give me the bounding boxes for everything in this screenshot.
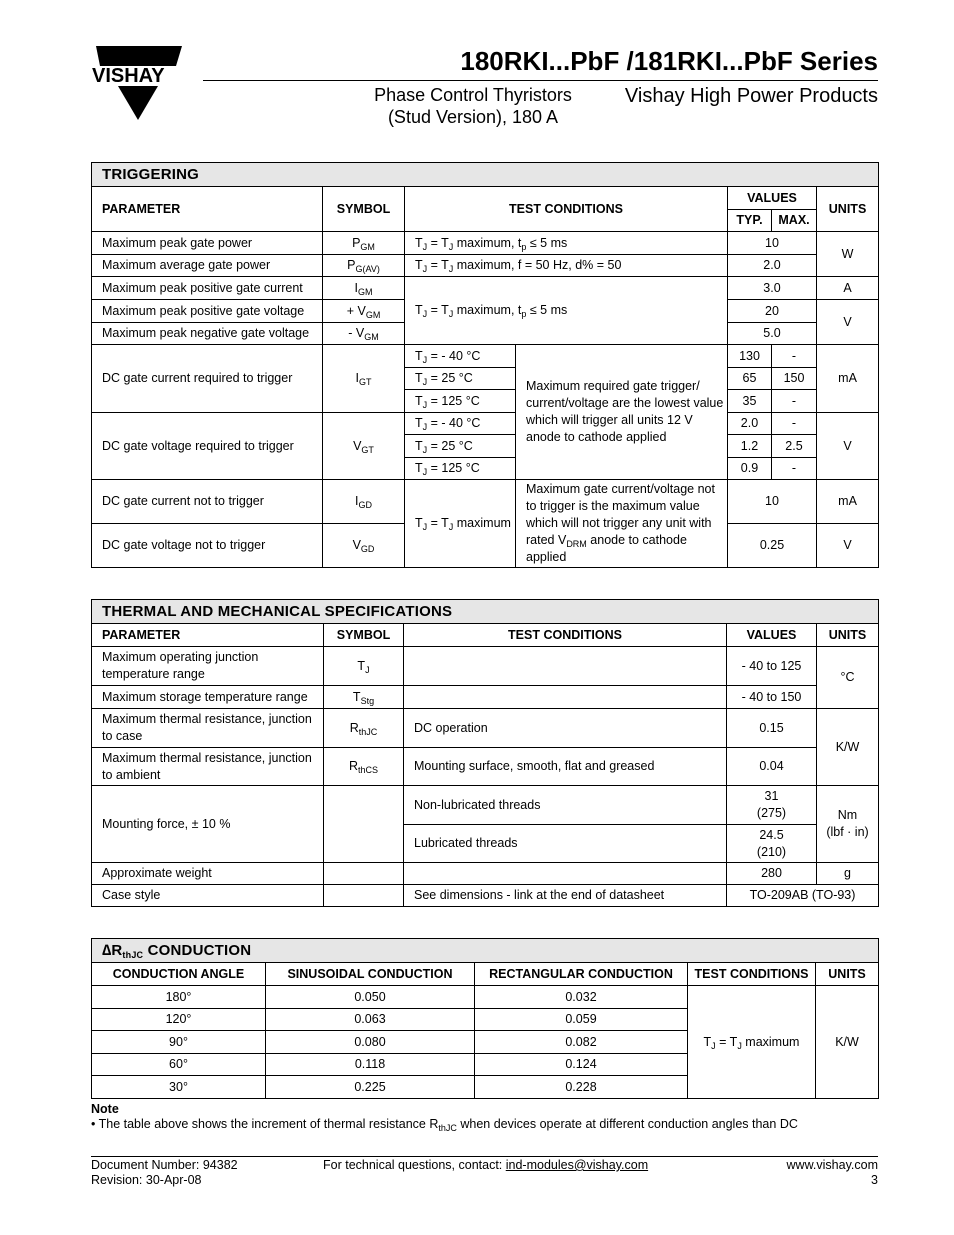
symbol-cell: $T_J$ bbox=[324, 647, 404, 686]
triggering-title: TRIGGERING bbox=[92, 163, 879, 187]
parameter-cell: Mounting force, ± 10 % bbox=[92, 786, 324, 863]
unit-cell: mA bbox=[817, 345, 879, 413]
table-row bbox=[92, 863, 879, 885]
value-cell: - 40 to 150 bbox=[727, 686, 817, 709]
symbol-cell: - $V_{GM}$ bbox=[323, 323, 405, 345]
value-cell: 0.15 bbox=[727, 709, 817, 748]
rect-cell: 0.228 bbox=[475, 1076, 688, 1099]
thermal-title: THERMAL AND MECHANICAL SPECIFICATIONS bbox=[92, 600, 879, 624]
parameter-cell: Maximum thermal resistance, junction to case bbox=[92, 709, 324, 748]
condition-cell: $T_J = T_J$ maximum bbox=[688, 986, 816, 1099]
sinus-cell: 0.050 bbox=[266, 986, 475, 1009]
table-row bbox=[92, 277, 879, 300]
angle-cell: 120° bbox=[92, 1009, 266, 1031]
symbol-cell: $I_{GT}$ bbox=[323, 345, 405, 413]
symbol-cell: + $V_{GM}$ bbox=[323, 300, 405, 323]
parameter-cell: Case style bbox=[92, 885, 324, 907]
value-cell: 31 (275) bbox=[727, 786, 817, 825]
condition-cell: Non-lubricated threads bbox=[404, 786, 727, 825]
website-link[interactable]: www.vishay.com bbox=[786, 1158, 878, 1172]
document-number: Document Number: 94382 bbox=[91, 1158, 238, 1172]
sinus-cell: 0.225 bbox=[266, 1076, 475, 1099]
unit-cell: V bbox=[817, 413, 879, 480]
sinus-cell: 0.118 bbox=[266, 1054, 475, 1076]
col-units: UNITS bbox=[817, 187, 879, 232]
parameter-cell: Maximum storage temperature range bbox=[92, 686, 324, 709]
col-values: VALUES bbox=[727, 624, 817, 647]
value-cell: 2.0 bbox=[728, 255, 817, 277]
symbol-cell: $V_{GD}$ bbox=[323, 524, 405, 568]
col-units: UNITS bbox=[816, 963, 879, 986]
table-row bbox=[92, 232, 879, 255]
symbol-cell bbox=[324, 885, 404, 907]
col-parameter: PARAMETER bbox=[92, 624, 324, 647]
notrig-note-cell: Maximum gate current/voltage not to trigger is the maximum value which will not trigger any unit with rated $V_{DRM}$ anode to cathode applied bbox=[516, 480, 728, 568]
condition-cell bbox=[404, 863, 727, 885]
typ-cell: 35 bbox=[728, 390, 772, 413]
col-units: UNITS bbox=[817, 624, 879, 647]
unit-cell: A bbox=[817, 277, 879, 300]
temp-cell: $T_J$ = - 40 °C bbox=[405, 345, 516, 368]
table-row bbox=[92, 345, 879, 368]
col-max: MAX. bbox=[772, 210, 817, 232]
symbol-cell: $R_{thJC}$ bbox=[324, 709, 404, 748]
parameter-cell: Maximum peak gate power bbox=[92, 232, 323, 255]
thermal-table bbox=[91, 599, 879, 907]
rect-cell: 0.082 bbox=[475, 1031, 688, 1054]
parameter-cell: Maximum average gate power bbox=[92, 255, 323, 277]
temp-cell: $T_J = 25$ °C bbox=[405, 368, 516, 390]
table-row bbox=[92, 986, 879, 1009]
rect-cell: 0.032 bbox=[475, 986, 688, 1009]
value-cell: 24.5 (210) bbox=[727, 825, 817, 863]
angle-cell: 180° bbox=[92, 986, 266, 1009]
symbol-cell: $R_{thCS}$ bbox=[324, 748, 404, 786]
col-test-conditions: TEST CONDITIONS bbox=[405, 187, 728, 232]
header-rule bbox=[203, 80, 878, 81]
parameter-cell: DC gate current required to trigger bbox=[92, 345, 323, 413]
typ-cell: 65 bbox=[728, 368, 772, 390]
footer-rule bbox=[91, 1156, 878, 1157]
conduction-table bbox=[91, 938, 879, 1099]
symbol-cell bbox=[324, 863, 404, 885]
condition-cell: $T_J = T_J$ maximum, f = 50 Hz, d% = 50 bbox=[405, 255, 728, 277]
temp-cell: $T_J = 25$ °C bbox=[405, 435, 516, 458]
table-row bbox=[92, 480, 879, 524]
temp-cell: $T_J = 125$ °C bbox=[405, 458, 516, 480]
unit-cell: g bbox=[817, 863, 879, 885]
col-symbol: SYMBOL bbox=[324, 624, 404, 647]
parameter-cell: Maximum operating junction temperature range bbox=[92, 647, 324, 686]
value-cell: 0.04 bbox=[727, 748, 817, 786]
typ-cell: 0.9 bbox=[728, 458, 772, 480]
vishay-logo bbox=[88, 44, 184, 122]
trigger-note-cell: Maximum required gate trigger/ current/voltage are the lowest value which will trigger all units 12 V anode to cathode applied bbox=[516, 345, 728, 480]
unit-cell: V bbox=[817, 300, 879, 345]
value-cell: 0.25 bbox=[728, 524, 817, 568]
conduction-title: $\Delta R_{thJC}$ CONDUCTION bbox=[92, 939, 879, 963]
max-cell: - bbox=[772, 458, 817, 480]
typ-cell: 1.2 bbox=[728, 435, 772, 458]
table-row bbox=[92, 885, 879, 907]
rect-cell: 0.124 bbox=[475, 1054, 688, 1076]
subtitle-line-2: (Stud Version), 180 A bbox=[387, 107, 559, 127]
value-cell: - 40 to 125 bbox=[727, 647, 817, 686]
condition-cell: Mounting surface, smooth, flat and greased bbox=[404, 748, 727, 786]
table-row bbox=[92, 709, 879, 748]
parameter-cell: Maximum peak negative gate voltage bbox=[92, 323, 323, 345]
unit-cell: mA bbox=[817, 480, 879, 524]
angle-cell: 30° bbox=[92, 1076, 266, 1099]
value-cell: 5.0 bbox=[728, 323, 817, 345]
temp-cell: $T_J$ = - 40 °C bbox=[405, 413, 516, 435]
unit-cell: K/W bbox=[816, 986, 879, 1099]
table-row bbox=[92, 786, 879, 825]
condition-cell: See dimensions - link at the end of datasheet bbox=[404, 885, 727, 907]
note-text: • The table above shows the increment of thermal resistance $R_{thJC}$ when devices operate at different conduction angles than DC bbox=[91, 1117, 798, 1133]
col-conduction-angle: CONDUCTION ANGLE bbox=[92, 963, 266, 986]
value-cell: 3.0 bbox=[728, 277, 817, 300]
max-cell: 150 bbox=[772, 368, 817, 390]
condition-cell: $T_J = T_J$ maximum bbox=[405, 480, 516, 568]
col-rectangular: RECTANGULAR CONDUCTION bbox=[475, 963, 688, 986]
condition-cell: DC operation bbox=[404, 709, 727, 748]
symbol-cell: $V_{GT}$ bbox=[323, 413, 405, 480]
unit-cell: W bbox=[817, 232, 879, 277]
unit-cell: °C bbox=[817, 647, 879, 709]
value-cell: 20 bbox=[728, 300, 817, 323]
table-row bbox=[92, 647, 879, 686]
symbol-cell: $P_{G(AV)}$ bbox=[323, 255, 405, 277]
symbol-cell: $I_{GD}$ bbox=[323, 480, 405, 524]
sinus-cell: 0.063 bbox=[266, 1009, 475, 1031]
subtitle-line-1: Phase Control Thyristors bbox=[374, 85, 572, 105]
sinus-cell: 0.080 bbox=[266, 1031, 475, 1054]
parameter-cell: Maximum peak positive gate voltage bbox=[92, 300, 323, 323]
condition-cell: Lubricated threads bbox=[404, 825, 727, 863]
condition-cell: $T_J = T_J$ maximum, $t_p \le 5$ ms bbox=[405, 232, 728, 255]
parameter-cell: Maximum thermal resistance, junction to ambient bbox=[92, 748, 324, 786]
parameter-cell: DC gate current not to trigger bbox=[92, 480, 323, 524]
unit-cell: K/W bbox=[817, 709, 879, 786]
value-cell: 10 bbox=[728, 480, 817, 524]
symbol-cell: $I_{GM}$ bbox=[323, 277, 405, 300]
typ-cell: 2.0 bbox=[728, 413, 772, 435]
contact-text: For technical questions, contact: bbox=[323, 1158, 506, 1172]
typ-cell: 130 bbox=[728, 345, 772, 368]
parameter-cell: Maximum peak positive gate current bbox=[92, 277, 323, 300]
symbol-cell: $P_{GM}$ bbox=[323, 232, 405, 255]
table-row bbox=[92, 748, 879, 786]
symbol-cell: $T_{Stg}$ bbox=[324, 686, 404, 709]
col-typ: TYP. bbox=[728, 210, 772, 232]
col-symbol: SYMBOL bbox=[323, 187, 405, 232]
table-row bbox=[92, 413, 879, 435]
unit-cell: V bbox=[817, 524, 879, 568]
contact-email-link[interactable]: ind-modules@vishay.com bbox=[505, 1158, 649, 1172]
revision: Revision: 30-Apr-08 bbox=[91, 1173, 202, 1187]
col-parameter: PARAMETER bbox=[92, 187, 323, 232]
angle-cell: 60° bbox=[92, 1054, 266, 1076]
parameter-cell: Approximate weight bbox=[92, 863, 324, 885]
temp-cell: $T_J = 125$ °C bbox=[405, 390, 516, 413]
footer-site-info bbox=[787, 1158, 878, 1188]
parameter-cell: DC gate voltage not to trigger bbox=[92, 524, 323, 568]
parameter-cell: DC gate voltage required to trigger bbox=[92, 413, 323, 480]
footer-document-info bbox=[91, 1158, 238, 1188]
value-cell: 10 bbox=[728, 232, 817, 255]
col-test-conditions: TEST CONDITIONS bbox=[404, 624, 727, 647]
max-cell: - bbox=[772, 390, 817, 413]
document-subtitle bbox=[355, 84, 591, 128]
footer-contact bbox=[323, 1158, 648, 1173]
table-row bbox=[92, 686, 879, 709]
col-values: VALUES bbox=[728, 187, 817, 210]
col-sinusoidal: SINUSOIDAL CONDUCTION bbox=[266, 963, 475, 986]
document-title: 180RKI...PbF /181RKI...PbF Series bbox=[460, 46, 878, 76]
max-cell: - bbox=[772, 345, 817, 368]
table-row bbox=[92, 255, 879, 277]
logo-text: VISHAY bbox=[92, 65, 165, 87]
symbol-cell bbox=[324, 786, 404, 863]
triggering-table bbox=[91, 162, 879, 568]
value-cell: TO-209AB (TO-93) bbox=[727, 885, 879, 907]
max-cell: 2.5 bbox=[772, 435, 817, 458]
condition-cell bbox=[404, 686, 727, 709]
angle-cell: 90° bbox=[92, 1031, 266, 1054]
value-cell: 280 bbox=[727, 863, 817, 885]
note-label: Note bbox=[91, 1102, 119, 1116]
brand-name: Vishay High Power Products bbox=[624, 85, 878, 107]
col-test-conditions: TEST CONDITIONS bbox=[688, 963, 816, 986]
condition-cell: $T_J = T_J$ maximum, $t_p \le 5$ ms bbox=[405, 277, 728, 345]
condition-cell bbox=[404, 647, 727, 686]
rect-cell: 0.059 bbox=[475, 1009, 688, 1031]
page-number: 3 bbox=[871, 1173, 878, 1187]
max-cell: - bbox=[772, 413, 817, 435]
unit-cell: Nm (lbf · in) bbox=[817, 786, 879, 863]
